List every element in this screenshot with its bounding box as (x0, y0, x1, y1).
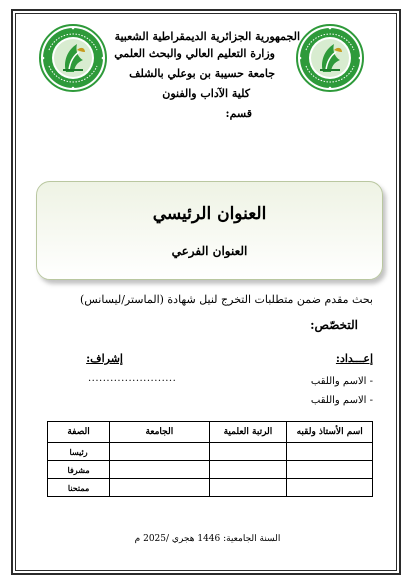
university-seal-icon (39, 24, 107, 92)
university-cell[interactable] (110, 443, 209, 461)
header-university: الجامعة (110, 422, 209, 443)
professor-name-cell[interactable] (287, 443, 373, 461)
table-row (48, 461, 373, 479)
header-professor-name: اسم الأستاذ ولقبه (287, 422, 373, 443)
rank-cell[interactable] (209, 461, 287, 479)
role-supervisor: مشرفا (48, 461, 110, 479)
table-row (48, 443, 373, 461)
faculty-line: كلية الآداب والفنون (162, 87, 250, 100)
professor-name-cell[interactable] (287, 461, 373, 479)
table-header-row (48, 422, 373, 443)
university-seal-icon (296, 24, 364, 92)
student-name-2: - الاسم واللقب (310, 395, 373, 406)
ministry-line: وزارة التعليم العالي والبحث العلمي (114, 47, 275, 60)
sub-title: العنوان الفرعي (171, 244, 248, 258)
title-box (36, 181, 383, 280)
rank-cell[interactable] (209, 479, 287, 497)
main-title: العنوان الرئيسي (152, 204, 267, 224)
role-examiner: ممتحنا (48, 479, 110, 497)
role-chair: رئيسا (48, 443, 110, 461)
professor-name-cell[interactable] (287, 479, 373, 497)
university-cell[interactable] (110, 461, 209, 479)
republic-line: الجمهورية الجزائرية الديمقراطية الشعبية (114, 30, 300, 43)
student-name-1: - الاسم واللقب (310, 376, 373, 387)
prepared-by-label: إعـــداد: (335, 352, 373, 365)
department-label: قسم: (225, 107, 252, 120)
specialty-label: التخصّص: (310, 318, 358, 332)
supervisor-name-placeholder: ........................ (88, 373, 177, 384)
university-cell[interactable] (110, 479, 209, 497)
committee-table (47, 421, 373, 497)
university-line: جامعة حسيبة بن بوعلي بالشلف (129, 67, 275, 80)
header-role: الصفة (48, 422, 110, 443)
table-row (48, 479, 373, 497)
supervision-label: إشراف: (86, 352, 123, 365)
header-academic-rank: الرتبة العلمية (209, 422, 287, 443)
rank-cell[interactable] (209, 443, 287, 461)
academic-year: السنة الجامعية: 1446 هجري /2025 م (134, 534, 281, 544)
research-description: بحث مقدم ضمن متطلبات التخرج لنيل شهادة (الماستر/ليسانس) (79, 293, 373, 306)
